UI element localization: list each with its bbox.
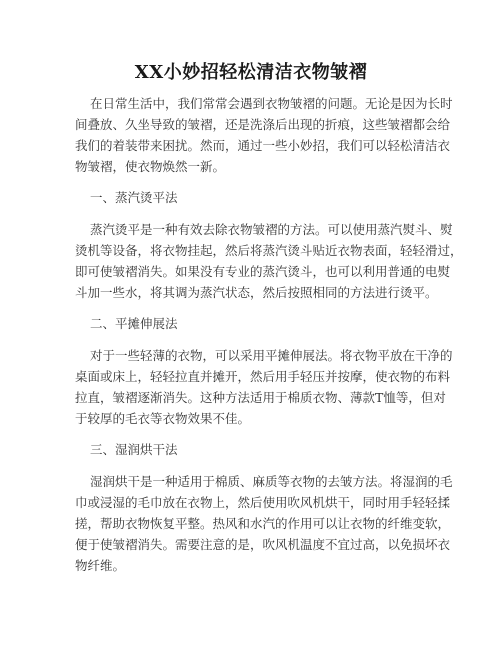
intro-line: 我们的着装带来困扰。然而，通过一些小妙招，我们可以轻松清洁衣 (75, 138, 451, 153)
intro-line: 物皱褶，使衣物焕然一新。 (75, 159, 226, 174)
section-line: 烫机等设备，将衣物挂起，然后将蒸汽烫斗贴近衣物表面，轻轻滑过， (75, 243, 463, 258)
section-line: 蒸汽烫平是一种有效去除衣物皱褶的方法。可以使用蒸汽熨斗、熨 (90, 222, 453, 237)
section-heading: 二、平摊伸展法 (90, 316, 178, 331)
section-line: 桌面或床上，轻轻拉直并摊开，然后用手轻压并按摩，使衣物的布料 (75, 369, 451, 384)
section-line: 斗加一些水，将其调为蒸汽状态，然后按照相同的方法进行烫平。 (75, 285, 438, 300)
section-heading: 三、湿润烘干法 (90, 442, 178, 457)
section-line: 于较厚的毛衣等衣物效果不佳。 (75, 411, 251, 426)
section-line: 拉直，皱褶逐渐消失。这种方法适用于棉质衣物、薄款T恤等，但对 (75, 390, 446, 405)
intro-line: 间叠放、久坐导致的皱褶，还是洗涤后出现的折痕，这些皱褶都会给 (75, 117, 451, 132)
section-line: 物纤维。 (75, 558, 126, 573)
section-line: 即可使皱褶消失。如果没有专业的蒸汽烫斗，也可以利用普通的电熨 (75, 264, 451, 279)
section-heading: 一、蒸汽烫平法 (90, 190, 178, 205)
section-line: 湿润烘干是一种适用于棉质、麻质等衣物的去皱方法。将湿润的毛 (90, 474, 453, 489)
document-title: XX小妙招轻松清洁衣物皱褶 (134, 62, 368, 83)
section-line: 巾或浸湿的毛巾放在衣物上，然后使用吹风机烘干，同时用手轻轻揉 (75, 495, 451, 510)
section-line: 便于使皱褶消失。需要注意的是，吹风机温度不宜过高，以免损坏衣 (75, 537, 451, 552)
intro-line: 在日常生活中，我们常常会遇到衣物皱褶的问题。无论是因为长时 (90, 96, 453, 111)
section-line: 对于一些轻薄的衣物，可以采用平摊伸展法。将衣物平放在干净的 (90, 348, 453, 363)
section-line: 搓，帮助衣物恢复平整。热风和水汽的作用可以让衣物的纤维变软， (75, 516, 451, 531)
